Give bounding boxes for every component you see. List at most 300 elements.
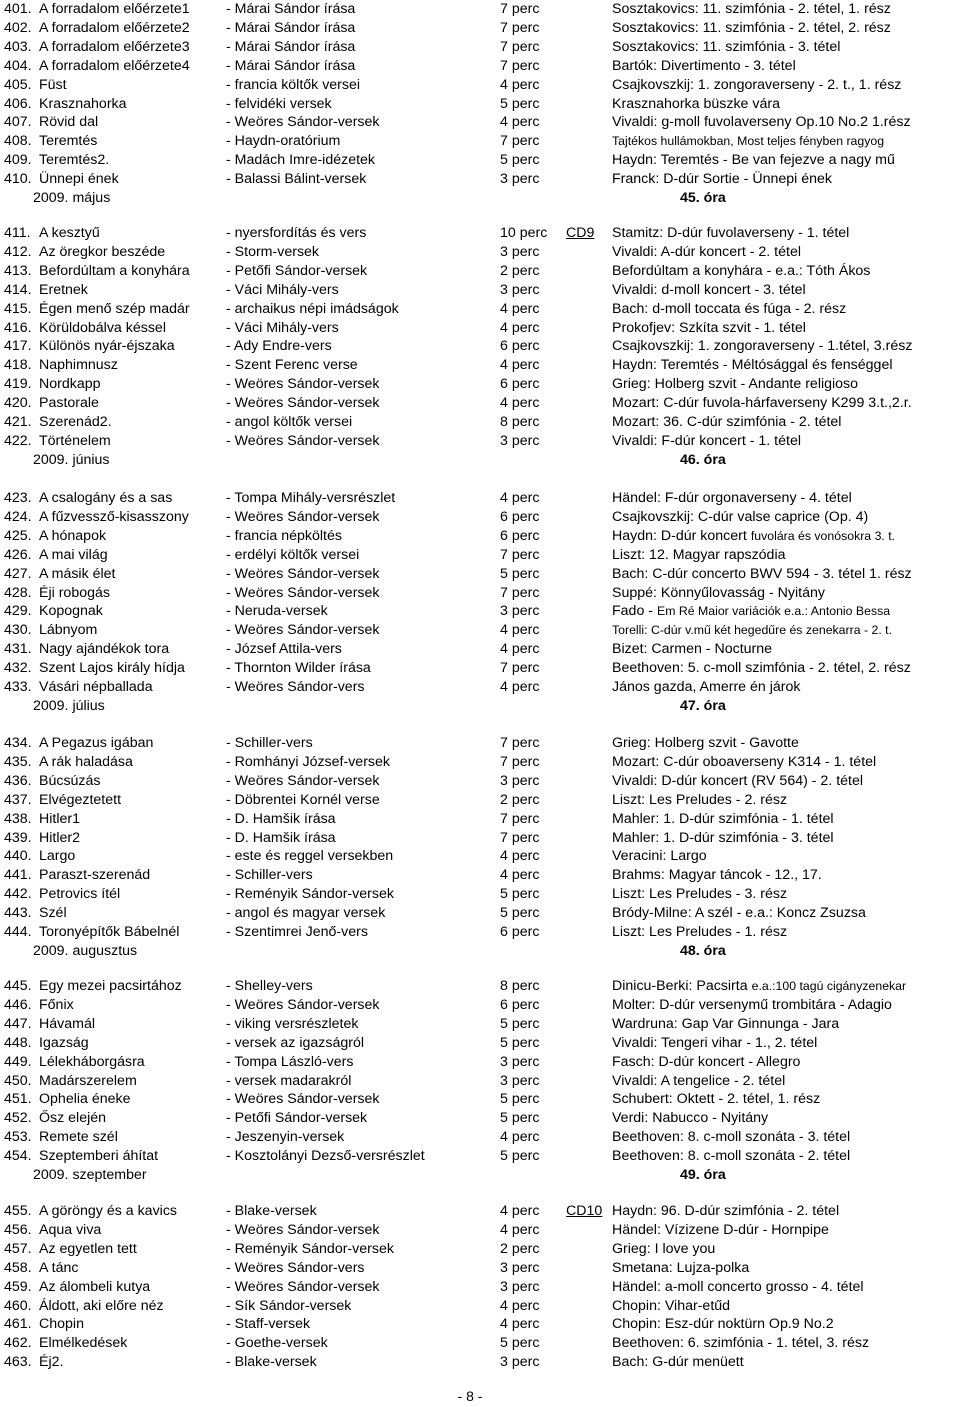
music-main-text: Dinicu-Berki: Pacsirta [612, 978, 748, 994]
music-selection [612, 1240, 958, 1259]
episode-number: 445. [4, 978, 32, 994]
episode-number: 448. [4, 1034, 32, 1051]
episode-source: - Blake-versek [226, 1203, 317, 1219]
episode-source: - angol költők versei [226, 414, 353, 430]
program-row [0, 224, 960, 243]
episode-source: - Shelley-vers [226, 978, 313, 994]
month-label: 2009. szeptember [33, 1167, 147, 1183]
episode-duration: 7 perc [500, 19, 540, 36]
music-selection [612, 734, 958, 753]
program-row [0, 151, 960, 170]
episode-duration: 7 perc [500, 810, 540, 827]
episode-duration: 6 perc [500, 527, 540, 544]
episode-source: - Weöres Sándor-vers [226, 679, 365, 695]
episode-title: A forradalom előérzete1 [39, 1, 190, 17]
program-row [0, 337, 960, 356]
episode-number: 439. [4, 829, 32, 846]
episode-source: - Reményik Sándor-versek [226, 886, 394, 903]
music-selection [612, 527, 958, 546]
cd-label: CD10 [566, 1203, 603, 1219]
episode-title: Füst [39, 76, 67, 93]
program-row [0, 281, 960, 300]
music-main-text: Vivaldi: d-moll koncert - 3. tétel [612, 281, 806, 298]
episode-duration: 4 perc [500, 490, 540, 506]
program-row [0, 977, 960, 996]
music-selection [612, 319, 958, 338]
music-main-text: Grieg: Holberg szvit - Andante religioso [612, 376, 859, 393]
music-selection [612, 753, 958, 772]
music-main-text: Mozart: 36. C-dúr szimfónia - 2. tétel [612, 414, 842, 430]
episode-title: Szeptemberi áhítat [39, 1148, 159, 1165]
episode-number: 456. [4, 1221, 32, 1238]
episode-source: - Thornton Wilder írása [226, 660, 371, 677]
music-main-text: Fasch: D-dúr koncert - Allegro [612, 1053, 801, 1070]
music-main-text: Chopin: Vihar-etűd [612, 1297, 731, 1314]
episode-duration: 2 perc [500, 791, 540, 808]
episode-duration: 4 perc [500, 395, 540, 412]
episode-duration: 7 perc [500, 735, 540, 751]
month-summary-row [0, 189, 960, 208]
music-selection [612, 95, 958, 114]
episode-duration: 2 perc [500, 1240, 540, 1257]
program-row [0, 1334, 960, 1353]
episode-duration: 5 perc [500, 1335, 540, 1352]
music-selection [612, 565, 958, 584]
music-main-text: Befordúltam a konyhára - e.a.: Tóth Ákos [612, 262, 871, 279]
program-row [0, 1015, 960, 1034]
program-row [0, 1128, 960, 1147]
episode-source: - Márai Sándor írása [226, 57, 356, 74]
music-selection [612, 1315, 958, 1334]
music-main-text: Haydn: D-dúr koncert [612, 527, 747, 544]
episode-source: - Goethe-versek [226, 1335, 328, 1352]
music-selection [612, 243, 958, 262]
episode-title: A Pegazus igában [39, 735, 154, 751]
month-label: 2009. július [33, 697, 105, 714]
program-row [0, 0, 960, 19]
music-selection [612, 19, 958, 38]
program-row [0, 1353, 960, 1372]
music-main-text: Molter: D-dúr versenymű trombitára - Adagio [612, 996, 892, 1013]
episode-number: 433. [4, 679, 32, 695]
music-main-text: Grieg: Holberg szvit - Gavotte [612, 735, 799, 751]
episode-source: - Weöres Sándor-versek [226, 508, 380, 525]
music-main-text: Händel: a-moll concerto grosso - 4. tétel [612, 1278, 864, 1295]
episode-duration: 3 perc [500, 1278, 540, 1295]
music-selection [612, 224, 958, 243]
music-main-text: Händel: Vízizene D-dúr - Hornpipe [612, 1221, 829, 1238]
episode-duration: 5 perc [500, 886, 540, 903]
episode-source: - Petőfi Sándor-versek [226, 262, 368, 279]
episode-number: 463. [4, 1354, 32, 1371]
music-main-text: Bach: C-dúr concerto BWV 594 - 3. tétel 1. rész [612, 565, 912, 582]
episode-title: Teremtés [39, 133, 98, 150]
music-main-text: Haydn: Teremtés - Méltósággal és fenséggel [612, 357, 893, 374]
episode-number: 453. [4, 1129, 32, 1146]
music-selection [612, 791, 958, 810]
episode-number: 422. [4, 432, 32, 449]
program-row [0, 432, 960, 451]
music-selection [612, 170, 958, 189]
episode-title: Elmélkedések [39, 1335, 128, 1352]
music-selection [612, 866, 958, 885]
program-row [0, 791, 960, 810]
episode-number: 447. [4, 1015, 32, 1032]
music-note-text: e.a.:100 tagú cigányzenekar [751, 979, 907, 993]
episode-title: Szél [39, 905, 67, 922]
music-note-text: fuvolára és vonósokra 3. t. [750, 528, 896, 543]
episode-title: Elvégeztetett [39, 791, 122, 808]
month-label: 2009. június [33, 451, 110, 468]
episode-number: 454. [4, 1148, 32, 1165]
episode-title: Égen menő szép madár [39, 300, 190, 317]
music-main-text: Tajtékos hullámokban, Most teljes fényben ragyog [612, 134, 885, 149]
music-main-text: Grieg: I love you [612, 1240, 716, 1257]
episode-source: - Weöres Sándor-versek [226, 622, 380, 639]
episode-source: - Weöres Sándor-versek [226, 1278, 380, 1295]
music-selection [612, 394, 958, 413]
episode-number: 451. [4, 1091, 32, 1108]
music-selection [612, 1053, 958, 1072]
episode-duration: 5 perc [500, 95, 540, 112]
program-row [0, 847, 960, 866]
episode-number: 416. [4, 319, 32, 336]
episode-duration: 3 perc [500, 171, 540, 188]
music-main-text: Veracini: Largo [612, 848, 707, 865]
music-note-text: Em Ré Maior variációk e.a.: Antonio Bessa [657, 604, 891, 619]
program-row [0, 113, 960, 132]
episode-number: 418. [4, 357, 32, 374]
episode-duration: 6 perc [500, 508, 540, 525]
music-main-text: Händel: F-dúr orgonaverseny - 4. tétel [612, 490, 852, 506]
episode-duration: 4 perc [500, 114, 540, 131]
episode-title: Különös nyár-éjszaka [39, 338, 175, 355]
episode-duration: 7 perc [500, 38, 540, 55]
music-selection [612, 1259, 958, 1278]
episode-source: - Döbrentei Kornél verse [226, 791, 380, 808]
music-main-text: Beethoven: 8. c-moll szonáta - 2. tétel [612, 1148, 851, 1165]
music-selection [612, 413, 958, 432]
episode-number: 449. [4, 1053, 32, 1070]
episode-number: 417. [4, 338, 32, 355]
episode-duration: 6 perc [500, 996, 540, 1013]
episode-duration: 4 perc [500, 641, 540, 658]
program-row [0, 772, 960, 791]
episode-number: 437. [4, 791, 32, 808]
episode-source: - nyersfordítás és vers [226, 225, 367, 241]
episode-number: 438. [4, 810, 32, 827]
program-row [0, 678, 960, 697]
episode-source: - Márai Sándor írása [226, 38, 356, 55]
music-main-text: Vivaldi: g-moll fuvolaverseny Op.10 No.2 1.rész [612, 114, 911, 131]
episode-title: Áldott, aki előre néz [39, 1297, 164, 1314]
music-selection [612, 847, 958, 866]
episode-source: - Schiller-vers [226, 735, 313, 751]
music-main-text: Bizet: Carmen - Nocturne [612, 641, 773, 658]
music-selection [612, 602, 958, 621]
program-row [0, 1090, 960, 1109]
episode-title: A forradalom előérzete3 [39, 38, 190, 55]
episode-source: - erdélyi költők versei [226, 546, 360, 563]
program-row [0, 1202, 960, 1221]
episode-duration: 3 perc [500, 772, 540, 789]
episode-title: Paraszt-szerenád [39, 867, 151, 884]
music-main-text: Krasznahorka büszke vára [612, 95, 780, 112]
episode-number: 412. [4, 243, 32, 260]
music-selection [612, 1334, 958, 1353]
month-label: 2009. augusztus [33, 942, 138, 959]
program-row [0, 1053, 960, 1072]
music-main-text: Stamitz: D-dúr fuvolaverseny - 1. tétel [612, 225, 850, 241]
episode-source: - versek az igazságról [226, 1034, 364, 1051]
episode-title: Főnix [39, 996, 74, 1013]
episode-title: Krasznahorka [39, 95, 127, 112]
episode-source: - Jeszenyin-versek [226, 1129, 345, 1146]
episode-title: A forradalom előérzete2 [39, 19, 190, 36]
program-row [0, 621, 960, 640]
music-main-text: Csajkovszkij: C-dúr valse caprice (Op. 4) [612, 508, 869, 525]
music-main-text: Csajkovszkij: 1. zongoraverseny - 1.tétel, 3.rész [612, 338, 913, 355]
episode-title: Befordúltam a konyhára [39, 262, 190, 279]
music-selection [612, 1278, 958, 1297]
episode-title: Chopin [39, 1316, 84, 1333]
music-selection [612, 432, 958, 451]
episode-duration: 4 perc [500, 76, 540, 93]
music-selection [612, 281, 958, 300]
program-row [0, 584, 960, 603]
episode-title: Szerenád2. [39, 414, 112, 430]
music-selection [612, 977, 958, 996]
program-row [0, 885, 960, 904]
episode-number: 450. [4, 1072, 32, 1089]
episode-title: Nagy ajándékok tora [39, 641, 170, 658]
music-main-text: Mahler: 1. D-dúr szimfónia - 1. tétel [612, 810, 834, 827]
music-main-text: János gazda, Amerre én járok [612, 679, 801, 695]
episode-duration: 5 perc [500, 1015, 540, 1032]
music-main-text: Suppé: Könnyűlovasság - Nyitány [612, 584, 825, 601]
music-selection [612, 1128, 958, 1147]
episode-source: - Weöres Sándor-versek [226, 432, 380, 449]
program-row [0, 262, 960, 281]
month-summary-row [0, 1166, 960, 1185]
episode-source: - Balassi Bálint-versek [226, 171, 367, 188]
music-selection [612, 1109, 958, 1128]
program-row [0, 170, 960, 189]
music-main-text: Chopin: Esz-dúr noktürn Op.9 No.2 [612, 1316, 834, 1333]
program-row [0, 810, 960, 829]
program-row [0, 300, 960, 319]
episode-source: - versek madarakról [226, 1072, 352, 1089]
episode-duration: 5 perc [500, 565, 540, 582]
program-row [0, 1109, 960, 1128]
music-main-text: Mozart: C-dúr fuvola-hárfaverseny K299 3.t.,2.r. [612, 395, 912, 412]
episode-title: A forradalom előérzete4 [39, 57, 190, 74]
episode-duration: 7 perc [500, 57, 540, 74]
episode-title: Hitler2 [39, 829, 80, 846]
episode-duration: 5 perc [500, 905, 540, 922]
music-selection [612, 829, 958, 848]
program-row [0, 413, 960, 432]
cd-label: CD9 [566, 225, 595, 241]
episode-source: - Márai Sándor írása [226, 1, 356, 17]
music-main-text: Liszt: 12. Magyar rapszódia [612, 546, 786, 563]
episode-number: 426. [4, 546, 32, 563]
episode-number: 402. [4, 19, 32, 36]
program-row [0, 489, 960, 508]
program-row [0, 996, 960, 1015]
episode-title: Ophelia éneke [39, 1091, 131, 1108]
music-selection [612, 1072, 958, 1091]
episode-source: - felvidéki versek [226, 95, 332, 112]
episode-source: - archaikus népi imádságok [226, 300, 399, 317]
program-row [0, 546, 960, 565]
program-row [0, 1147, 960, 1166]
program-row [0, 394, 960, 413]
episode-duration: 7 perc [500, 133, 540, 150]
episode-number: 431. [4, 641, 32, 658]
episode-duration: 3 perc [500, 1072, 540, 1089]
music-main-text: Vivaldi: A-dúr koncert - 2. tétel [612, 243, 801, 260]
episode-duration: 6 perc [500, 338, 540, 355]
episode-title: Szent Lajos király hídja [39, 660, 185, 677]
episode-title: Történelem [39, 432, 111, 449]
episode-source: - francia költők versei [226, 76, 361, 93]
episode-duration: 3 perc [500, 1053, 540, 1070]
program-row [0, 243, 960, 262]
music-main-text: Franck: D-dúr Sortie - Ünnepi ének [612, 171, 832, 188]
episode-number: 425. [4, 527, 32, 544]
episode-number: 411. [4, 225, 31, 241]
music-main-text: Brahms: Magyar táncok - 12., 17. [612, 867, 822, 884]
episode-title: A göröngy és a kavics [39, 1203, 178, 1219]
episode-title: Naphimnusz [39, 357, 118, 374]
music-selection [612, 659, 958, 678]
episode-number: 430. [4, 622, 32, 639]
episode-number: 419. [4, 376, 32, 393]
episode-duration: 4 perc [500, 1297, 540, 1314]
episode-source: - Weöres Sándor-versek [226, 565, 380, 582]
episode-number: 406. [4, 95, 32, 112]
program-row [0, 1278, 960, 1297]
program-row [0, 753, 960, 772]
music-main-text: Sosztakovics: 11. szimfónia - 2. tétel, 1. rész [612, 1, 891, 17]
program-row [0, 1034, 960, 1053]
episode-source: - József Attila-vers [226, 641, 342, 658]
episode-duration: 5 perc [500, 1091, 540, 1108]
episode-duration: 6 perc [500, 376, 540, 393]
music-selection [612, 885, 958, 904]
episode-number: 408. [4, 133, 32, 150]
episode-number: 460. [4, 1297, 32, 1314]
program-row [0, 659, 960, 678]
music-main-text: Csajkovszkij: 1. zongoraverseny - 2. t., 1. rész [612, 76, 902, 93]
lesson-number: 45. óra [680, 190, 726, 206]
lesson-number: 46. óra [680, 451, 726, 468]
program-row [0, 1315, 960, 1334]
music-main-text: Schubert: Oktett - 2. tétel, 1. rész [612, 1091, 821, 1108]
episode-title: A fűzvessző-kisasszony [39, 508, 189, 525]
month-summary-row [0, 697, 960, 716]
music-note-text: Torelli: C-dúr v.mű két hegedűre és zenekarra - 2. t. [612, 623, 892, 638]
episode-duration: 4 perc [500, 1203, 540, 1219]
episode-source: - Tompa Mihály-versrészlet [226, 490, 396, 506]
episode-title: Igazság [39, 1034, 89, 1051]
episode-number: 458. [4, 1259, 32, 1276]
episode-number: 442. [4, 886, 32, 903]
music-selection [612, 1202, 958, 1221]
episode-number: 432. [4, 660, 32, 677]
episode-title: Az álombeli kutya [39, 1278, 151, 1295]
program-row [0, 1072, 960, 1091]
program-row [0, 38, 960, 57]
episode-duration: 5 perc [500, 152, 540, 169]
music-main-text: Bach: G-dúr menüett [612, 1354, 744, 1371]
episode-title: Lábnyom [39, 622, 98, 639]
music-main-text: Bartók: Divertimento - 3. tétel [612, 57, 796, 74]
episode-number: 457. [4, 1240, 32, 1257]
music-selection [612, 1034, 958, 1053]
episode-source: - este és reggel versekben [226, 848, 394, 865]
music-selection [612, 489, 958, 508]
episode-source: - Márai Sándor írása [226, 19, 356, 36]
music-main-text: Verdi: Nabucco - Nyitány [612, 1110, 769, 1127]
episode-title: Lélekháborgásra [39, 1053, 145, 1070]
music-selection [612, 678, 958, 697]
episode-title: Aqua viva [39, 1221, 102, 1238]
episode-source: - Weöres Sándor-versek [226, 1221, 380, 1238]
episode-source: - viking versrészletek [226, 1015, 359, 1032]
episode-duration: 5 perc [500, 1034, 540, 1051]
episode-title: Teremtés2. [39, 152, 110, 169]
episode-title: Hitler1 [39, 810, 80, 827]
episode-duration: 3 perc [500, 432, 540, 449]
music-selection [612, 375, 958, 394]
music-main-text: Haydn: 96. D-dúr szimfónia - 2. tétel [612, 1203, 840, 1219]
music-main-text: Sosztakovics: 11. szimfónia - 3. tétel [612, 38, 841, 55]
music-selection [612, 621, 958, 640]
music-main-text: Fado - [612, 603, 654, 620]
music-main-text: Beethoven: 8. c-moll szonáta - 3. tétel [612, 1129, 851, 1146]
music-selection [612, 546, 958, 565]
episode-number: 434. [4, 735, 32, 751]
lesson-number: 49. óra [680, 1167, 726, 1183]
episode-duration: 4 perc [500, 1316, 540, 1333]
episode-number: 455. [4, 1203, 32, 1219]
episode-source: - Weöres Sándor-versek [226, 996, 380, 1013]
program-row [0, 356, 960, 375]
episode-source: - Weöres Sándor-vers [226, 1259, 365, 1276]
lesson-number: 48. óra [680, 942, 726, 959]
episode-title: Largo [39, 848, 76, 865]
episode-duration: 7 perc [500, 753, 540, 770]
program-row [0, 132, 960, 151]
episode-duration: 8 perc [500, 978, 540, 994]
episode-number: 443. [4, 905, 32, 922]
program-row [0, 95, 960, 114]
episode-number: 403. [4, 38, 32, 55]
music-selection [612, 508, 958, 527]
episode-title: Éji robogás [39, 584, 110, 601]
episode-number: 459. [4, 1278, 32, 1295]
episode-source: - Reményik Sándor-versek [226, 1240, 394, 1257]
music-selection [612, 904, 958, 923]
episode-duration: 7 perc [500, 660, 540, 677]
music-selection [612, 1015, 958, 1034]
episode-duration: 4 perc [500, 1221, 540, 1238]
music-selection [612, 356, 958, 375]
program-row [0, 76, 960, 95]
music-selection [612, 132, 958, 151]
